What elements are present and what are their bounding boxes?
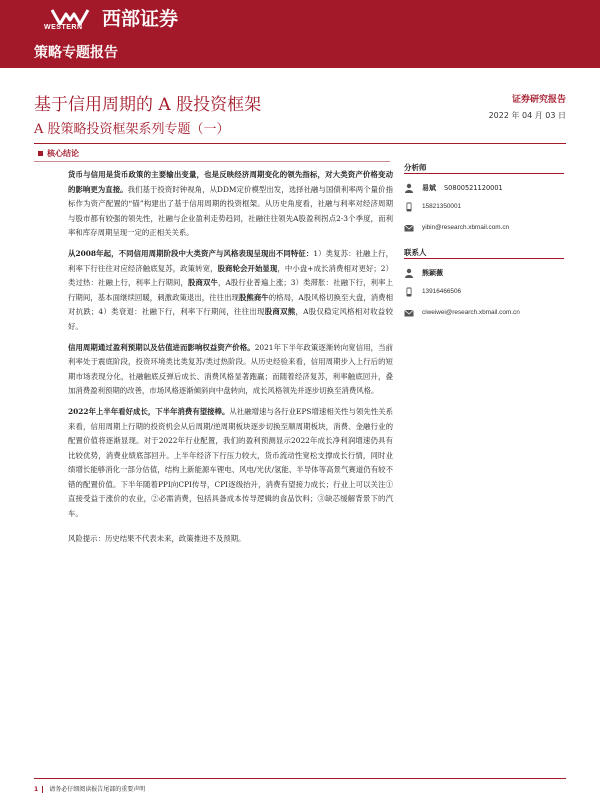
report-category: 策略专题报告	[34, 45, 118, 61]
email-icon	[404, 308, 414, 318]
footer-divider	[34, 778, 566, 779]
paragraph-1	[68, 168, 393, 241]
phone-icon	[404, 202, 414, 212]
paragraph-3-text: 2021年下半年政策逐渐转向宽信用，当前利率处于震底阶段，投资环境类比类复苏/类过热阶段。从历史经验来看，信用周期步入上行后的短期市场表现分化，社融触底反弹后成长、消费风格显著跑赢；而随着经济复苏，利率触底回升，叠加消费盈利预期的改善，市场风格逐渐倾斜向中盘转向，成长风格领先并逐步切换至消费风格。	[68, 342, 393, 396]
main-body	[68, 168, 393, 552]
page-title: 基于信用周期的 A 股投资框架	[34, 95, 262, 115]
contact-name-row	[404, 265, 564, 280]
page-number: 1	[34, 786, 39, 793]
core-conclusion-label	[38, 148, 79, 159]
paragraph-1-text: 我们基于投资时钟视角，从DDM定价模型出发，选择社融与国债利率两个量价指标作为资产配置的“锚”构建出了基于信用周期的投资框架。从历史角度看，社融与利率对经济周期与股市都有较强的领先性，社融与企业盈利走势趋同，社融往往领先A股盈利拐点2-3个季度，而利率和库存周期呈现一定的正相关关系。	[68, 184, 393, 238]
contact-phone-row	[404, 284, 564, 299]
paragraph-4	[68, 405, 393, 522]
paragraph-4-lead: 2022年上半年看好成长，下半年消费有望接棒。	[68, 406, 230, 416]
footer-disclaimer: 请务必仔细阅读报告尾部的重要声明	[49, 786, 146, 793]
report-date: 2022 年 04 月 03 日	[488, 111, 566, 120]
footer	[34, 784, 145, 793]
footer-separator	[42, 786, 43, 793]
title-divider	[34, 143, 566, 144]
header-band	[0, 0, 600, 68]
contact-email[interactable]: ciweiwei@research.xbmail.com.cn	[422, 309, 520, 316]
analyst-email[interactable]: yibin@research.xbmail.com.cn	[422, 224, 510, 231]
paragraph-3	[68, 341, 393, 399]
logo-chinese-text: 西部证券	[102, 8, 179, 30]
paragraph-2-text-e: ，A股行业普遍上涨；3）类滞胀：社融下行，利率上行期间，基本面继续回暖，刺激政策退出，往往出现	[68, 278, 393, 302]
paragraph-2-lead: 从2008年起，不同信用周期阶段中大类资产与风格表现呈现出不同特征：	[68, 248, 314, 258]
western-logo-icon	[48, 6, 92, 36]
analyst-name: 易斌	[422, 183, 436, 192]
person-icon	[404, 183, 414, 193]
paragraph-4-text: 从社融增速与各行业EPS增速相关性与领先性关系来看，信用周期上行期的投资机会从后周期/逆周期板块逐步切换至顺周期板块，消费、金融行业的配置价值将逐渐显现。对于2022年行业配置，我们的盈利预测显示2022年成长净利润增速仍具有比较优势，消费业绩底部回升。上半年经济下行压力较大，货币流动性宽松支撑成长行情，同时业绩增长能够消化一部分估值，结构上新能源车锂电、风电/光伏/氢能、半导体等高景气赛道仍有较不错的配置价值。下半年随着PPI向CPI传导，CPI逐级抬升，消费有望接力成长；行业上可以关注①直接受益于涨价的农业，②必需消费，包括具备成本传导逻辑的食品饮料；③缺芯缓解背景下的汽车。	[68, 406, 393, 519]
contact-name: 熊颖薇	[422, 268, 443, 277]
page-subtitle: A 股策略投资框架系列专题（一）	[34, 122, 230, 137]
paragraph-2-bold-d: 股商双牛	[187, 278, 218, 288]
analyst-heading: 分析师	[404, 162, 564, 174]
analyst-phone-row	[404, 199, 564, 214]
phone-icon	[404, 287, 414, 297]
core-conclusion-text: 核心结论	[47, 149, 79, 158]
square-bullet-icon	[38, 151, 43, 156]
analyst-email-row	[404, 220, 564, 235]
paragraph-2-text-i: ，A股仅稳定风格相对收益较好。	[68, 307, 393, 331]
paragraph-2-text-g: 的格局，A股风格切换至大盘，消费相对抗跌；4）类衰退：社融下行，利率下行期间，往往出现	[68, 292, 393, 317]
paragraph-2	[68, 247, 393, 335]
paragraph-2-bold-h: 股商双熊	[264, 307, 296, 317]
paragraph-2-bold-b: 股商轮会开始显现	[217, 263, 278, 273]
contact-heading: 联系人	[404, 247, 564, 259]
core-divider	[34, 161, 390, 162]
paragraph-2-bold-f: 股熊商牛	[238, 292, 269, 302]
person-icon	[404, 268, 414, 278]
analyst-name-row	[404, 180, 564, 195]
analyst-phone: 15821350001	[422, 203, 462, 210]
report-type: 证券研究报告	[511, 95, 566, 105]
sidebar	[404, 162, 564, 326]
contact-phone: 13916466506	[422, 288, 462, 295]
paragraph-1-lead: 货币与信用是货币政策的主要输出变量，也是反映经济周期变化的领先指标，对大类资产价格变动的影响更为直接。	[68, 170, 393, 194]
paragraph-3-lead: 信用周期通过盈利预期以及估值进而影响权益资产价格。	[68, 342, 255, 352]
email-icon	[404, 223, 414, 233]
paragraph-2-text-c: ，中小盘+成长消费相对更好；2）类过热：社融上行，利率上行期间，	[68, 263, 393, 288]
contact-email-row	[404, 305, 564, 320]
logo-english-text: WESTERN	[44, 24, 83, 31]
paragraph-2-text-a: 1）类复苏：社融上行，利率下行往往对应经济触底复苏，政策转宽，	[68, 248, 393, 273]
risk-warning: 风险提示：历史结果不代表未来，政策推进不及预期。	[68, 533, 246, 543]
analyst-license: S0800521120001	[444, 183, 503, 192]
